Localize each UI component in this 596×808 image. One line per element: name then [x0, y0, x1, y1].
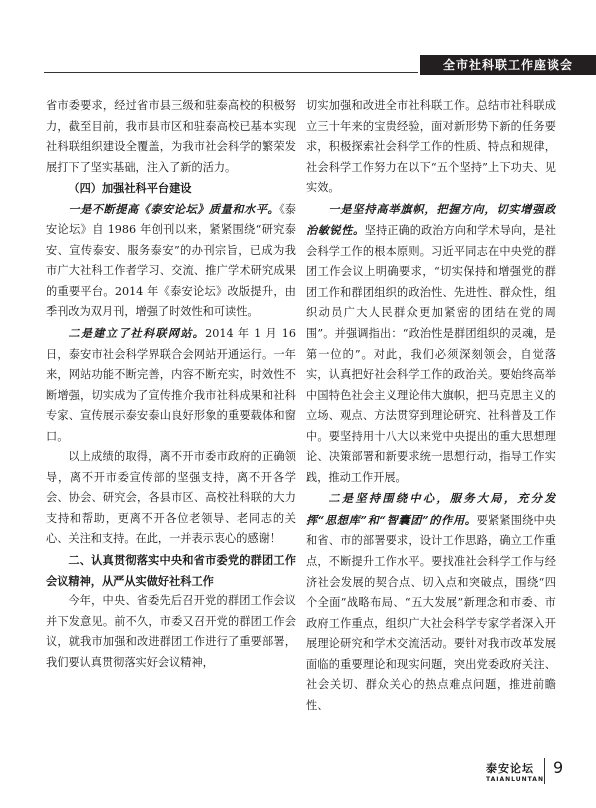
paragraph-lead: 二是坚持围绕中心，服务大局，充分发挥“思想库”和“智囊团”的作用。	[306, 491, 556, 527]
header-rule	[44, 72, 418, 73]
subheading: （四）加强社科平台建设	[68, 181, 192, 196]
page-number: 9	[553, 758, 564, 777]
paragraph: 省市委要求，经过省市县三级和驻泰高校的积极努力，截至目前，我市县市区和驻泰高校已基本实现社科联组织建设全覆盖，为我市社会科学的繁荣发展打下了坚实基础，注入了新的活力。	[46, 99, 296, 174]
paragraph-lead: 一是不断提高《泰安论坛》质量和水平。	[68, 201, 280, 216]
paragraph-body: 坚持正确的政治方向和学术导向，是社会科学工作的根本原则。习近平同志在中央党的群团工作会议上明确要求，“切实保持和增强党的群团工作和群团组织的政治性、先进性、群众性，组织动员广大人民群众更加紧密的团结在党的周围”。并强调指出：“政治性是群团组织的灵魂，是第一位的”。对此，我们必须深刻领会，自觉落实，认真把好社会科学工作的政治关。要始终高举中国特色社会主义理论伟大旗帜，把马克思主义的立场、观点、方法贯穿到理论研究、社科普及工作中。要坚持用十八大以来党中央提出的重大思想理论、决策部署和新要求统一思想行动，指导工作实践，推动工作开展。	[306, 224, 556, 484]
paragraph: 以上成绩的取得，离不开市委市政府的正确领导，离不开市委宣传部的坚强支持，离不开各学会、协会、研究会，各县市区、高校社科联的大力支持和帮助，更离不开各位老领导、老同志的关心、关注和支持。在此，一并表示衷心的感谢！	[46, 450, 296, 546]
paragraph-body: 《泰安论坛》自 1986 年创刊以来，紧紧围绕“研究泰安、宣传泰安、服务泰安”的办刊宗旨，已成为我市广大社科工作者学习、交流、推广学术研究成果的重要平台。2014 年《泰安论坛》改版提升，由季刊改为双月刊，增强了时效性和可读性。	[46, 202, 296, 319]
left-column	[46, 96, 296, 756]
paragraph-lead: 一是坚持高举旗帜，把握方向，切实增强政治敏锐性。	[306, 201, 556, 238]
paragraph	[306, 488, 556, 716]
paragraph-lead: 二是建立了社科联网站。	[68, 326, 206, 341]
footer-divider	[544, 758, 545, 784]
paragraph	[46, 199, 296, 323]
right-column	[306, 96, 556, 756]
paragraph-body: 要紧紧围绕中央和省、市的部署要求，设计工作思路，确立工作重点，不断提升工作水平。要找准社会科学工作与经济社会发展的契合点、切入点和突破点，围绕“四个全面”战略布局、“五大发展”新理念和市委、市政府工作重点，组织广大社会科学专家学者深入开展理论研究和学术交流活动。要针对我市改革发展面临的重要理论和现实问题，突出党委政府关注、社会关切、群众关心的热点难点问题，推进前瞻性、	[306, 513, 556, 712]
journal-logo: 泰安论坛	[486, 762, 534, 775]
paragraph: 今年，中央、省委先后召开党的群团工作会议并下发意见。前不久，市委又召开党的群团工作会议，就我市加强和改进群团工作进行了重要部署，我们要认真贯彻落实好会议精神，	[46, 594, 296, 669]
section-title-banner: 全市社科联工作座谈会	[420, 55, 596, 75]
section-heading: 二、认真贯彻落实中央和省市委党的群团工作会议精神，从严从实做好社科工作	[46, 553, 296, 588]
page-footer	[466, 756, 576, 796]
paragraph: 切实加强和改进全市社科联工作。总结市社科联成立三十年来的宝贵经验，面对新形势下新的任务要求，积极探索社会科学工作的性质、特点和规律，社会科学工作努力在以下“五个坚持”上下功夫、见实效。	[306, 99, 556, 195]
journal-logo-latin: TAIANLUNTAN	[486, 776, 544, 783]
paragraph	[46, 323, 296, 447]
paragraph	[306, 199, 556, 489]
paragraph-body: 2014 年 1 月 16 日，泰安市社会科学界联合会网站开通运行。一年来，网站功能不断完善，内容不断充实，时效性不断增强，切实成为了宣传推介我市社科成果和社科专家、宣传展示泰安泰山良好形象的重要载体和窗口。	[46, 327, 296, 443]
